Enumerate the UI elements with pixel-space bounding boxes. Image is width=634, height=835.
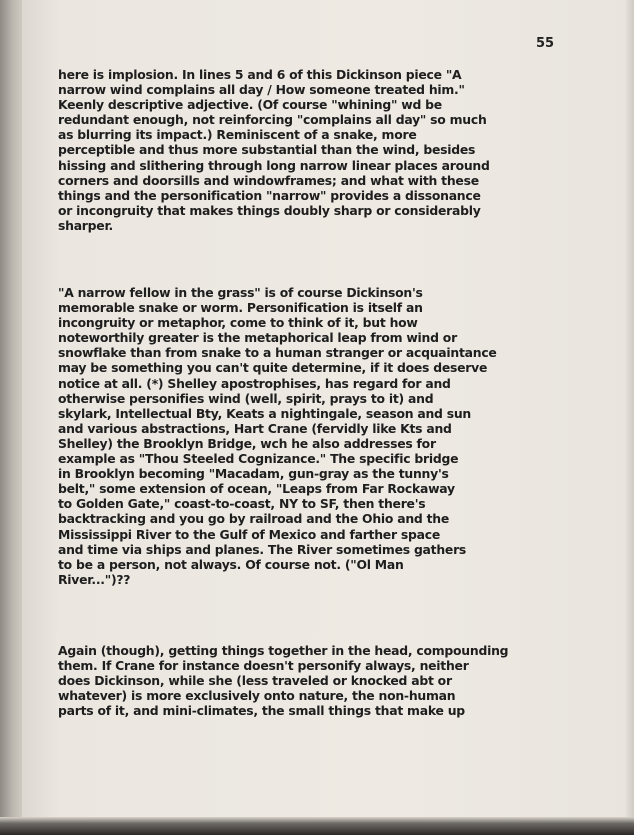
- text-line: narrow wind complains all day / How someone treated him.": [58, 82, 465, 98]
- text-line: sharper.: [58, 217, 113, 233]
- text-line: Keenly descriptive adjective. (Of course "whining" wd be: [58, 97, 442, 113]
- text-line: Mississippi River to the Gulf of Mexico and farther space: [58, 526, 440, 542]
- paragraph-1: [58, 67, 578, 233]
- text-line: redundant enough, not reinforcing "complains all day" so much: [58, 112, 487, 128]
- text-line: snowflake than from snake to a human stranger or acquaintance: [58, 345, 497, 361]
- text-line: to be a person, not always. Of course not. ("Ol Man: [58, 556, 404, 572]
- text-line: River...")??: [58, 571, 131, 587]
- text-line: them. If Crane for instance doesn't personify always, neither: [58, 658, 469, 674]
- text-line: may be something you can't quite determine, if it does deserve: [58, 360, 488, 376]
- text-line: perceptible and thus more substantial than the wind, besides: [58, 142, 476, 158]
- text-line: "A narrow fellow in the grass" is of course Dickinson's: [58, 285, 423, 300]
- page-edge: [626, 0, 634, 822]
- text-line: otherwise personifies wind (well, spirit, prays to it) and: [58, 390, 434, 406]
- text-line: incongruity or metaphor, come to think of it, but how: [58, 315, 418, 331]
- text-line: hissing and slithering through long narrow linear places around: [58, 157, 490, 173]
- text-line: memorable snake or worm. Personification is itself an: [58, 300, 423, 316]
- text-line: whatever) is more exclusively onto nature, the non-human: [58, 688, 456, 704]
- text-line: backtracking and you go by railroad and the Ohio and the: [58, 511, 449, 527]
- text-line: Again (though), getting things together in the head, compounding: [58, 643, 509, 658]
- page-number: 55: [536, 36, 555, 51]
- text-line: Shelley) the Brooklyn Bridge, wch he also addresses for: [58, 435, 436, 451]
- text-line: to Golden Gate," coast-to-coast, NY to SF, then there's: [58, 496, 426, 512]
- text-line: in Brooklyn becoming "Macadam, gun-gray as the tunny's: [58, 466, 449, 482]
- text-line: notice at all. (*) Shelley apostrophises, has regard for and: [58, 375, 451, 391]
- text-line: and time via ships and planes. The River sometimes gathers: [58, 541, 467, 557]
- text-line: noteworthily greater is the metaphorical leap from wind or: [58, 330, 457, 346]
- text-line: or incongruity that makes things doubly sharp or considerably: [58, 202, 481, 218]
- text-line: example as "Thou Steeled Cognizance." The specific bridge: [58, 451, 459, 467]
- text-line: things and the personification "narrow" provides a dissonance: [58, 187, 481, 203]
- text-line: does Dickinson, while she (less traveled or knocked abt or: [58, 673, 452, 689]
- text-line: and various abstractions, Hart Crane (fervidly like Kts and: [58, 420, 452, 436]
- book-bottom-edge: [0, 817, 634, 835]
- text-line: parts of it, and mini-climates, the small things that make up: [58, 703, 465, 719]
- text-line: here is implosion. In lines 5 and 6 of this Dickinson piece "A: [58, 67, 462, 82]
- paragraph-2: [58, 285, 578, 587]
- text-line: corners and doorsills and windowframes; and what with these: [58, 172, 479, 188]
- paragraph-3: [58, 643, 578, 718]
- text-line: as blurring its impact.) Reminiscent of a snake, more: [58, 127, 417, 143]
- text-line: belt," some extension of ocean, "Leaps from Far Rockaway: [58, 481, 455, 497]
- text-line: skylark, Intellectual Bty, Keats a nightingale, season and sun: [58, 405, 471, 421]
